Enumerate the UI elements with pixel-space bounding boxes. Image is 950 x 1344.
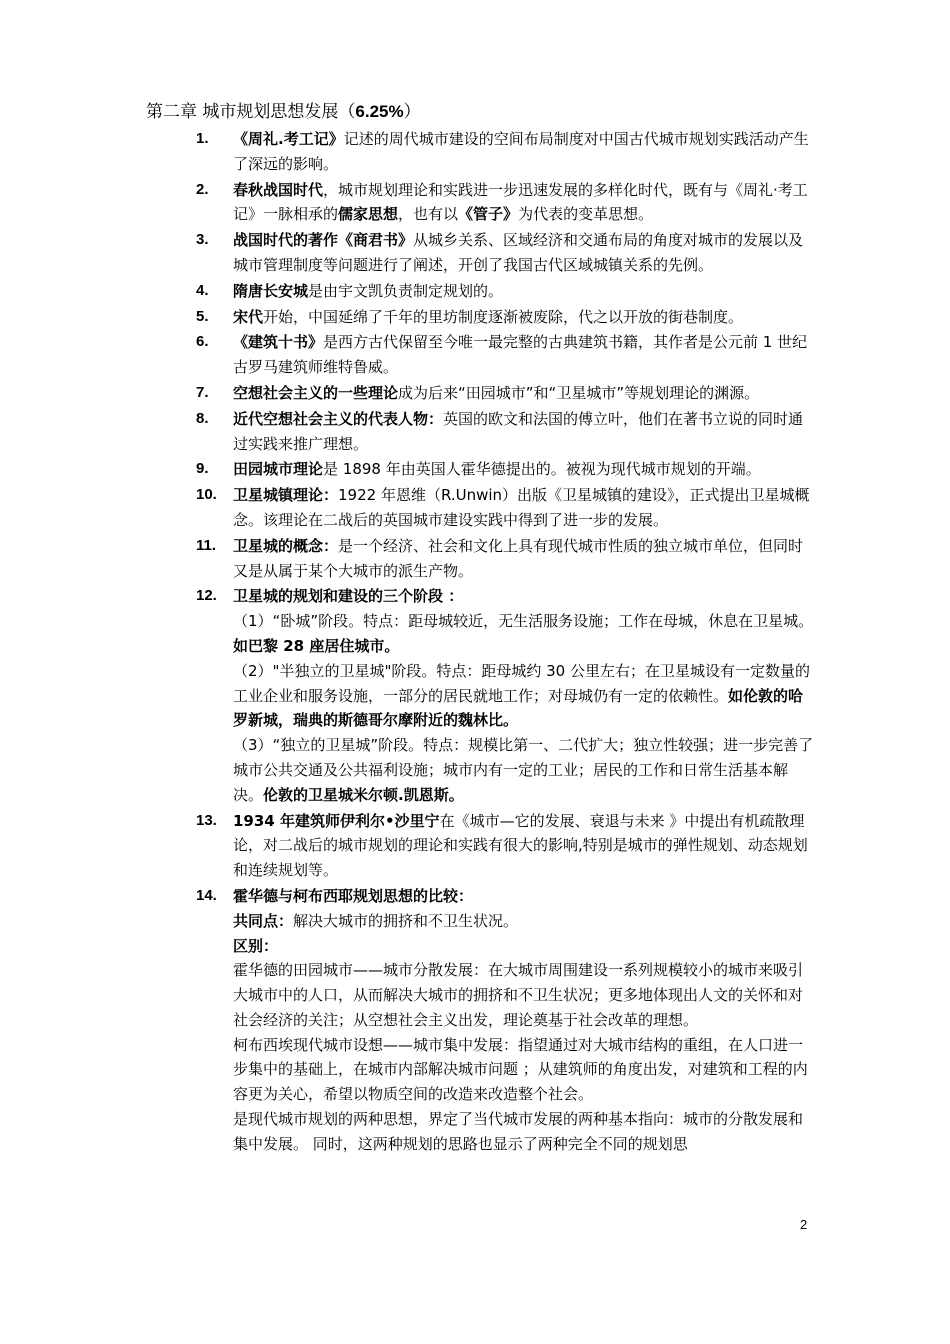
body-text: 成为后来“田园城市”和“卫星城市”等规划理论的渊源。: [398, 383, 760, 402]
body-text: 1922 年恩维（R.Unwin）出版《卫星城镇的建设》，正式提出卫星城概念。该理论在二战后的英国城市建设实践中得到了进一步的发展。: [233, 486, 810, 529]
emphasis-text: 霍华德与柯布西耶规划思想的比较：: [233, 886, 474, 905]
emphasis-text: 《建筑十书》: [233, 333, 324, 352]
emphasis-text: 宋代: [233, 307, 264, 326]
emphasis-text: 卫星城的规划和建设的三个阶段 ：: [233, 587, 464, 606]
list-item-number: 14.: [196, 886, 217, 904]
list-item-paragraph: [233, 457, 816, 482]
emphasis-text: 卫星城镇理论：: [233, 486, 339, 505]
list-item-number: 8.: [196, 409, 209, 427]
body-text: ，也有以: [398, 205, 459, 224]
list-item-paragraph: [233, 228, 816, 278]
list-item: [196, 584, 816, 807]
emphasis-text: 伦敦的卫星城米尔顿.凯恩斯。: [263, 785, 464, 804]
list-item-paragraph: [233, 178, 816, 228]
list-item-paragraph: [233, 279, 816, 304]
body-text: 为代表的变革思想。: [518, 205, 654, 224]
emphasis-text: 空想社会主义的一些理论: [233, 383, 399, 402]
emphasis-text: 儒家思想: [338, 205, 399, 224]
list-item-number: 3.: [196, 231, 209, 249]
list-item-paragraph: [233, 483, 816, 533]
body-text: 霍华德的田园城市——城市分散发展：在大城市周围建设一系列规模较小的城市来吸引大城市中的人口，从而解决大城市的拥挤和不卫生状况；更多地体现出人文的关怀和对社会经济的关注；从空想社会主义出发，理论奠基于社会改革的理想。: [233, 961, 804, 1029]
body-text: 从城乡关系、区域经济和交通布局的角度对城市的发展以及城市管理制度等问题进行了阐述，开创了我国古代区域城镇关系的先例。: [233, 231, 804, 274]
emphasis-text: 战国时代的著作《商君书》: [233, 231, 414, 250]
list-item: [196, 127, 816, 177]
list-item-paragraph: [233, 584, 816, 609]
emphasis-text: 隋唐长安城: [233, 281, 309, 300]
list-item: [196, 884, 816, 1157]
list-item: [196, 178, 816, 228]
list-item: [196, 483, 816, 533]
body-text: 是由宇文凯负责制定规划的。: [308, 281, 504, 300]
list-item-paragraph: [233, 909, 816, 934]
emphasis-text: 如巴黎 28 座居住城市。: [233, 636, 400, 655]
body-text: 解决大城市的拥挤和不卫生状况。: [293, 911, 519, 930]
list-item-number: 4.: [196, 281, 209, 299]
list-item-paragraph: [233, 1033, 816, 1107]
list-item: [196, 457, 816, 482]
chapter-title: [146, 100, 421, 124]
list-item-paragraph: [233, 659, 816, 733]
body-text: 是一个经济、社会和文化上具有现代城市性质的独立城市单位，但同时又是从属于某个大城市的派生产物。: [233, 536, 804, 580]
body-text: 开始，中国延绵了千年的里坊制度逐渐被废除，代之以开放的街巷制度。: [263, 307, 744, 326]
chapter-weight: 6.25%: [355, 102, 404, 121]
list-item-paragraph: [233, 305, 816, 330]
list-item: [196, 534, 816, 584]
body-text: 柯布西埃现代城市设想——城市集中发展：指望通过对大城市结构的重组，在人口进一步集中的基础上，在城市内部解决城市问题 ；从建筑师的角度出发，对建筑和工程的内容更为关心，希望以物质空间的改造来改造整个社会。: [233, 1035, 808, 1104]
list-item-number: 11.: [196, 536, 217, 554]
body-text: 记述的周代城市建设的空间布局制度对中国古代城市规划实践活动产生了深远的影响。: [233, 130, 809, 173]
list-item-paragraph: [233, 407, 816, 457]
emphasis-text: 《周礼.考工记》: [233, 130, 344, 148]
list-item: [196, 407, 816, 457]
list-item-number: 5.: [196, 307, 209, 325]
emphasis-text: 卫星城的概念：: [233, 536, 339, 555]
list-item-number: 7.: [196, 383, 209, 401]
chapter-title-close: ）: [403, 102, 421, 122]
list-item: [196, 279, 816, 304]
list-item: [196, 809, 816, 883]
list-item-paragraph: [233, 1107, 816, 1157]
list-item-paragraph: [233, 609, 816, 659]
list-item-number: 2.: [196, 180, 209, 198]
list-item-paragraph: [233, 884, 816, 909]
list-item-paragraph: [233, 733, 816, 807]
body-text: 是 1898 年由英国人霍华德提出的。被视为现代城市规划的开端。: [323, 460, 761, 479]
emphasis-text: 区别：: [233, 936, 279, 955]
list-item-number: 9.: [196, 460, 209, 478]
emphasis-text: 春秋战国时代: [233, 180, 324, 199]
chapter-title-text: 第二章 城市规划思想发展（: [146, 102, 356, 122]
body-text: 是现代城市规划的两种思想，界定了当代城市发展的两种基本指向：城市的分散发展和集中发展。 同时，这两种规划的思路也显示了两种完全不同的规划思: [233, 1110, 804, 1153]
body-text: 在《城市—它的发展、衰退与未来 》中提出有机疏散理论，对二战后的城市规划的理论和实践有很大的影响,特别是城市的弹性规划、动态规划和连续规划等。: [233, 811, 808, 880]
list-item-number: 1.: [196, 130, 209, 147]
list-item-number: 6.: [196, 333, 209, 351]
list-item-paragraph: [233, 809, 816, 883]
page-number: 2: [800, 1217, 808, 1232]
body-text: 是西方古代保留至今唯一最完整的古典建筑书籍，其作者是公元前 1 世纪古罗马建筑师维特鲁威。: [233, 333, 808, 377]
list-item: [196, 305, 816, 330]
body-text: ，城市规划理论和实践进一步迅速发展的多样化时代，既有与《周礼·考工记》一脉相承的: [233, 180, 808, 224]
emphasis-text: 《管子》: [458, 205, 519, 224]
emphasis-text: 共同点：: [233, 911, 294, 930]
list-item-number: 10.: [196, 486, 217, 504]
body-text: 英国的欧文和法国的傅立叶，他们在著书立说的同时通过实践来推广理想。: [233, 409, 804, 453]
list-item: [196, 381, 816, 406]
body-text: （2）"半独立的卫星城"阶段。特点：距母城约 30 公里左右；在卫星城设有一定数量的工业企业和服务设施，一部分的居民就地工作；对母城仍有一定的依赖性。: [233, 661, 810, 705]
list-item: [196, 228, 816, 278]
list-item-number: 12.: [196, 587, 217, 605]
emphasis-text: 近代空想社会主义的代表人物：: [233, 409, 444, 428]
emphasis-text: 田园城市理论: [233, 460, 324, 479]
list-item-number: 13.: [196, 811, 217, 829]
list-item-paragraph: [233, 534, 816, 584]
list-item-paragraph: [233, 381, 816, 406]
emphasis-text: 1934 年建筑师伊利尔•沙里宁: [233, 811, 440, 830]
body-text: （3）“独立的卫星城”阶段。特点：规模比第一、二代扩大；独立性较强；进一步完善了城市公共交通及公共福利设施；城市内有一定的工业；居民的工作和日常生活基本解决。: [233, 736, 814, 804]
body-text: （1）“卧城”阶段。特点：距母城较近，无生活服务设施；工作在母城，休息在卫星城。: [233, 612, 814, 631]
list-item-paragraph: [233, 330, 816, 380]
numbered-list: [196, 127, 816, 1158]
emphasis-text: 如伦敦的哈罗新城，瑞典的斯德哥尔摩附近的魏林比。: [233, 686, 804, 730]
list-item-paragraph: [233, 958, 816, 1032]
list-item-paragraph: [233, 934, 816, 959]
list-item-paragraph: [233, 127, 816, 177]
list-item: [196, 330, 816, 380]
